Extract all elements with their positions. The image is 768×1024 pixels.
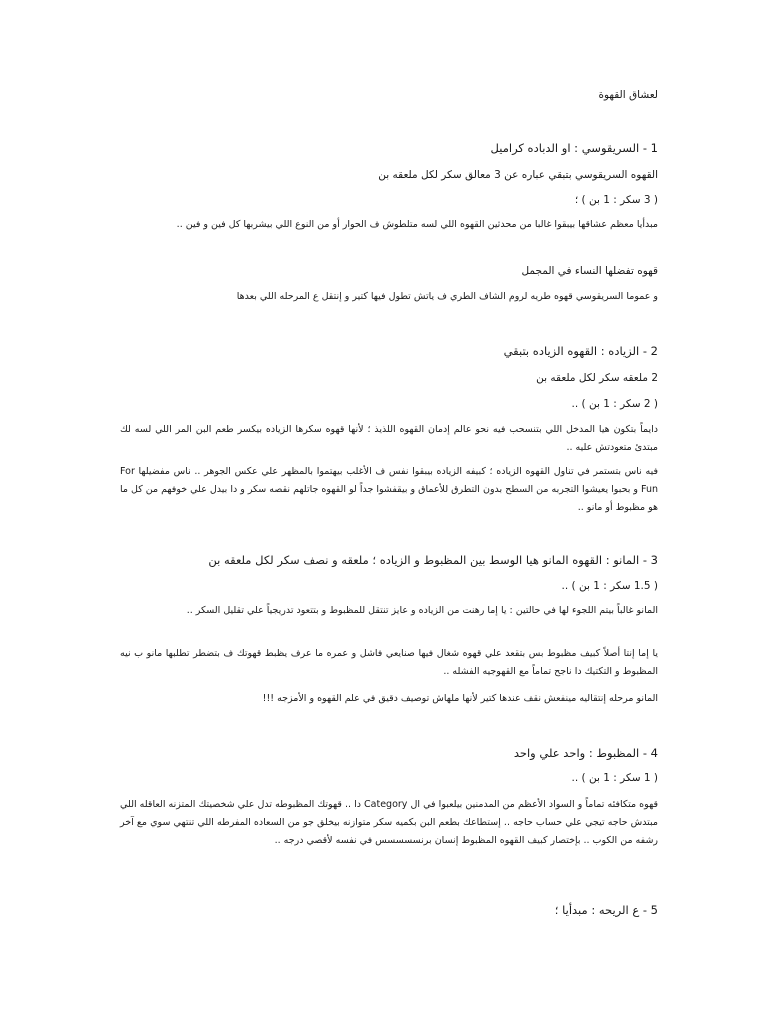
section-2-line: ( 2 سكر : 1 بن ) .. (571, 398, 658, 410)
section-1-heading: 1 - السريقوسي : او الدباده كراميل (490, 141, 658, 155)
section-2-heading: 2 - الزياده : القهوه الزياده بتبقي (503, 344, 658, 358)
section-4-paragraph: قهوه متكافئه تماماً و السواد الأعظم من المدمنين بيلعبوا في ال Category دا .. قهوتك المظبوطه تدل علي شخصيتك المتزنه العاقله اللي مبتدش حاجه تيجي علي حساب حاجه .. إستطاعك بطعم البن بكميه سكر متوازنه بيخلق جو من السعاده المفرطه اللي تنتهي سوي مع آخر رشفه من الكوب .. بإختصار كبيف القهوه المظبوط إنسان برنسسسسس في نفسه لأقصي درجه .. (120, 799, 658, 846)
section-1-line: قهوه تفضلها النساء في المجمل (521, 265, 658, 277)
section-1-paragraph: مبدأيا معظم عشاقها بيبقوا غالبا من محدثين القهوه اللي لسه متلطوش ف الحوار أو من النوع اللي بيشربها كل فين و فين .. (176, 219, 658, 230)
section-3-line: المانو مرحله إنتقاليه مينفعش نقف عندها كتير لأنها ملهاش توصيف دقيق في علم القهوه و الأمزجه !!! (262, 693, 658, 704)
section-4-line: ( 1 سكر : 1 بن ) .. (571, 772, 658, 784)
section-3-paragraph: المانو غالباً بيتم اللجوء لها في حالتين : يا إما رهنت من الزياده و عايز تنتقل للمظبوط و بتتعود تدريجياً علي تقليل السكر .. (186, 605, 658, 616)
section-3-heading: 3 - المانو : القهوه المانو هيا الوسط بين المظبوط و الزياده ؛ ملعقه و نصف سكر لكل ملعقه بن (208, 553, 658, 567)
section-1-line: و عموما السريقوسي قهوه طريه لروم الشاف الطري ف ياتش تطول فيها كتير و إنتقل ع المرحله اللي بعدها (236, 291, 658, 302)
section-2-line: 2 ملعقه سكر لكل ملعقه بن (536, 372, 658, 384)
section-4-heading: 4 - المظبوط : واحد علي واحد (513, 746, 658, 760)
section-1-line: ( 3 سكر : 1 بن ) ؛ (574, 194, 658, 206)
section-1-line: القهوه السريقوسي بتبقي عباره عن 3 معالق سكر لكل ملعقه بن (378, 169, 658, 181)
section-2-paragraph: دايماً بتكون هيا المدخل اللي بتنسحب فيه نحو عالم إدمان القهوه اللذيذ ؛ لأنها قهوه سكرها الزياده بيكسر طعم البن المر اللي لسه لك مبتدئ متعودتش عليه .. (120, 424, 658, 453)
document-title: لعشاق القهوة (598, 89, 658, 101)
section-3-line: ( 1.5 سكر : 1 بن ) .. (561, 580, 658, 592)
section-5-heading: 5 - ع الريحه : مبدأيا ؛ (554, 903, 658, 917)
section-3-paragraph: يا إما إنتا أصلاً كبيف مظبوط بس بتقعد علي قهوه شغال فيها صنايعي فاشل و عمره ما عرف يظبط قهوتك ف بتضطر تطلبها مانو ب نيه المظبوط و التكتيك دا ناجح تماماً مع القهوجيه الفشله .. (120, 648, 658, 677)
section-2-paragraph: فيه ناس بتستمر في تناول القهوه الزياده ؛ كبيفه الزياده بيبقوا نفس ف الأغلب بيهتموا بالمظهر علي عكس الجوهر .. ناس مفضيلها For Fun و بحبوا يعيشوا التجربه من السطح بدون التطرق للأعماق و بيقفشوا جداً لو القهوه جاتلهم نقصه سكر و دا بيدل علي خوفهم من كل ما هو مظبوط أو مانو .. (120, 466, 658, 513)
